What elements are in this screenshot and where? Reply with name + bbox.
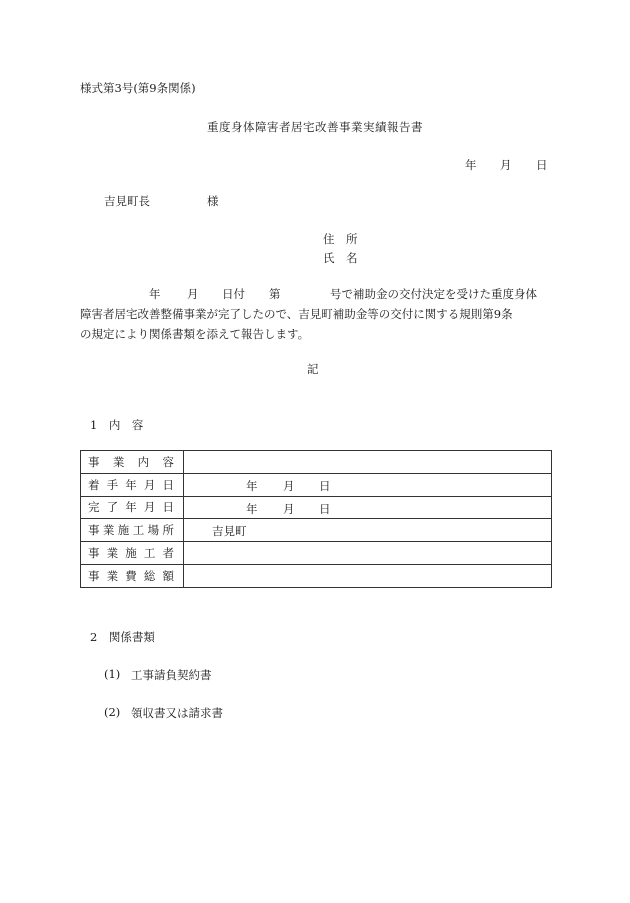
body-month: 月 (187, 287, 199, 301)
completion-month: 月 (283, 501, 295, 516)
start-year: 年 (246, 478, 258, 493)
table-row (81, 451, 552, 474)
date-day: 日 (536, 158, 548, 172)
row-value-completion-date (184, 496, 552, 519)
address-label: 住 所 (323, 232, 358, 246)
addressee-name: 吉見町長 (104, 194, 150, 208)
row-value-project-contents (184, 451, 552, 474)
completion-year: 年 (246, 501, 258, 516)
start-day: 日 (319, 478, 331, 493)
addressee-honorific: 様 (207, 194, 219, 208)
completion-day: 日 (319, 501, 331, 516)
table-row (81, 519, 552, 542)
item-text: 領収書又は請求書 (131, 706, 223, 720)
table-row (81, 542, 552, 565)
table-row (81, 473, 552, 496)
row-value-contractor (184, 542, 552, 565)
section-2-heading: 2 関係書類 (90, 630, 155, 644)
body-line-2: 障害者居宅改善整備事業が完了したので、吉見町補助金等の交付に関する規則第9条 (80, 307, 513, 321)
row-label-project-contents: 事業内容 (88, 454, 174, 469)
body-year: 年 (149, 287, 161, 301)
row-label-start-date: 着手年月日 (88, 477, 174, 492)
date-month: 月 (500, 158, 512, 172)
row-label-work-location: 事業施工場所 (88, 523, 174, 538)
section-1-heading: 1 内 容 (90, 418, 144, 432)
name-label: 氏 名 (323, 251, 358, 265)
table-row (81, 564, 552, 587)
row-label-contractor: 事業施工者 (88, 546, 174, 561)
report-body (80, 284, 554, 344)
row-label-total-cost: 事業費総額 (88, 568, 174, 583)
body-number-prefix: 第 (269, 287, 281, 301)
body-day-dated: 日付 (222, 287, 245, 301)
table-row (81, 496, 552, 519)
row-value-work-location: 吉見町 (212, 524, 247, 539)
body-line-1-text: 号で補助金の交付決定を受けた重度身体 (330, 287, 537, 301)
contents-table (80, 450, 552, 588)
row-value-total-cost (184, 564, 552, 587)
ki-mark: 記 (307, 362, 319, 376)
start-month: 月 (283, 478, 295, 493)
row-value-start-date (184, 473, 552, 496)
body-line-3: の規定により関係書類を添えて報告します。 (80, 327, 310, 341)
row-label-completion-date: 完了年月日 (88, 500, 174, 515)
date-year: 年 (465, 158, 477, 172)
item-number: (1) (104, 667, 121, 681)
form-number: 様式第3号(第9条関係) (80, 81, 196, 95)
document-title: 重度身体障害者居宅改善事業実績報告書 (207, 120, 423, 134)
item-text: 工事請負契約書 (131, 668, 212, 682)
item-number: (2) (104, 705, 121, 719)
